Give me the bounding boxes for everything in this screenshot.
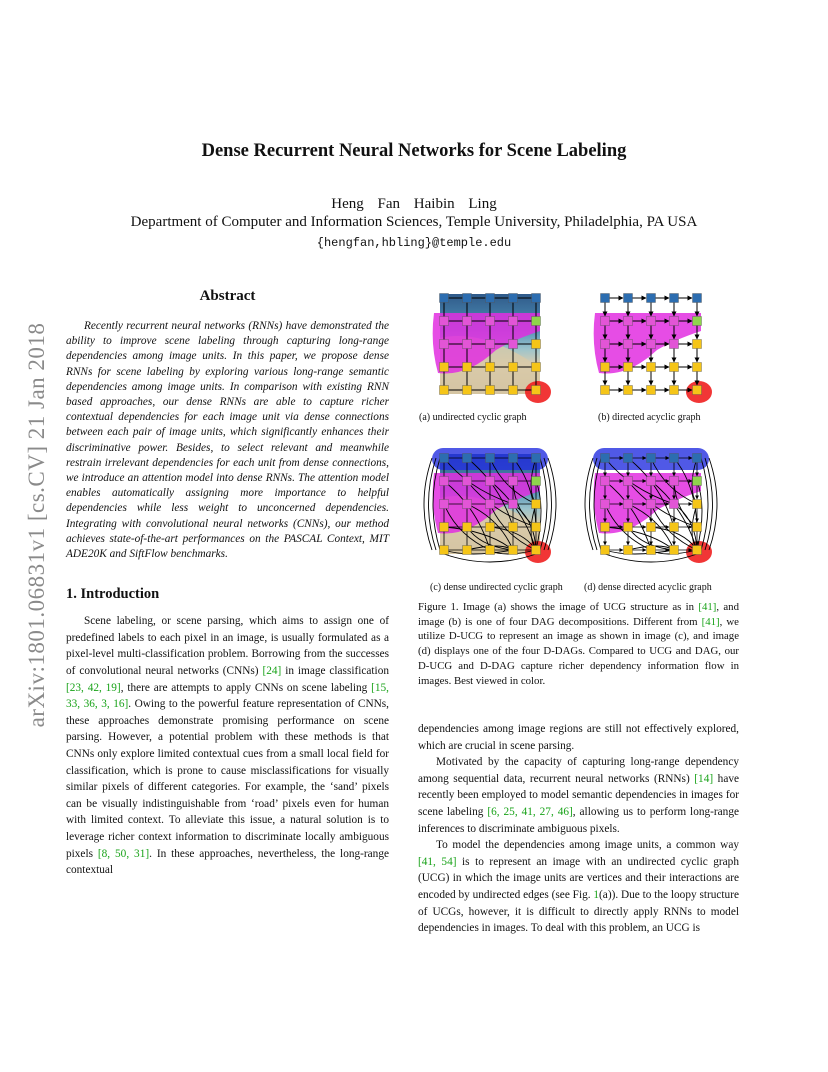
- graph-node: [463, 477, 472, 486]
- text-run: have recently been employed to model semantic dependencies in images for scene labeling: [418, 772, 739, 818]
- graph-node: [693, 340, 702, 349]
- text-run: in image classification: [281, 665, 389, 678]
- graph-node: [647, 523, 656, 532]
- panel-b-directed-acyclic-graph: [594, 294, 712, 404]
- graph-node: [440, 294, 449, 303]
- graph-node: [532, 386, 541, 395]
- graph-node: [693, 546, 702, 555]
- text-run: , allowing us to perform long-range inferences to discriminate ambiguous pixels.: [418, 805, 739, 835]
- graph-node: [601, 500, 610, 509]
- graph-node: [486, 317, 495, 326]
- graph-node: [693, 477, 702, 486]
- subcaption-a: (a) undirected cyclic graph: [419, 412, 527, 423]
- abstract-text: Recently recurrent neural networks (RNNs) have demonstrated the ability to improve scene labeling through capturing long-range dependencies among image units. In this paper, we propose dense RNNs for scene labeling by exploring various long-range semantic dependencies among image units. In comparison with existing RNN based approaches, our dense RNNs are able to capture richer contextual dependencies for each image unit via dense connections between each pair of image units, which significantly enhances their discriminative power. Besides, to select relevant and meanwhile restrain irrelevant dependencies for each unit from dense connections, we introduce an attention model into dense RNNs. The attention model enables automatically assigning more importance to helpful dependencies while less weight to unconcerned dependencies. Integrating with convolutional neural networks (CNNs), our method achieves state-of-the-art performances on the PASCAL Context, MIT ADE20K and SiftFlow benchmarks.: [66, 320, 389, 561]
- graph-node: [509, 523, 518, 532]
- graph-node: [440, 523, 449, 532]
- text-run: , we utilize D-UCG to represent an image as shown in image (c), and image (d) displays one of the four D-DAGs. Compared to UCG and DAG, our D-UCG and D-DAG capture richer dependency information flow in images. Best viewed in color.: [418, 615, 739, 687]
- graph-node: [601, 363, 610, 372]
- graph-node: [509, 317, 518, 326]
- graph-node: [670, 523, 679, 532]
- intro-paragraph-3: [418, 837, 739, 937]
- graph-node: [624, 500, 633, 509]
- graph-node: [486, 294, 495, 303]
- abstract-heading: Abstract: [199, 288, 256, 304]
- graph-node: [532, 546, 541, 555]
- graph-node: [624, 523, 633, 532]
- text-run: (a)). Due to the loopy structure of UCGs, however, it is difficult to directly apply RNNs to model dependencies in images. To deal with this problem, an UCG is: [418, 888, 739, 935]
- graph-node: [440, 340, 449, 349]
- graph-node: [601, 317, 610, 326]
- intro-paragraph-1: [66, 613, 389, 879]
- outer-edge: [709, 458, 717, 550]
- graph-node: [509, 340, 518, 349]
- graph-node: [670, 386, 679, 395]
- citation-link[interactable]: [41]: [698, 601, 717, 613]
- subcaption-c: (c) dense undirected cyclic graph: [430, 582, 563, 593]
- graph-node: [440, 386, 449, 395]
- text-run: , there are attempts to apply CNNs on scene labeling: [120, 681, 372, 694]
- right-column-text: [418, 721, 739, 937]
- graph-node: [601, 523, 610, 532]
- citation-link[interactable]: 1: [593, 888, 600, 901]
- graph-node: [486, 386, 495, 395]
- graph-node: [486, 523, 495, 532]
- graph-node: [532, 454, 541, 463]
- graph-node: [647, 363, 656, 372]
- graph-node: [670, 294, 679, 303]
- graph-node: [670, 500, 679, 509]
- graph-node: [601, 546, 610, 555]
- graph-node: [486, 340, 495, 349]
- figure-1-graphics: [418, 290, 739, 600]
- outer-edge: [605, 554, 697, 562]
- graph-node: [440, 363, 449, 372]
- graph-node: [509, 477, 518, 486]
- graph-node: [601, 454, 610, 463]
- text-run: To model the dependencies among image units, a common way: [436, 839, 739, 852]
- graph-node: [693, 363, 702, 372]
- text-run: is to represent an image with an undirected cyclic graph (UCG) in which the image units are vertices and their interactions are encoded by undirected edges (see Fig.: [418, 855, 739, 901]
- graph-node: [509, 294, 518, 303]
- graph-node: [509, 386, 518, 395]
- graph-node: [463, 386, 472, 395]
- graph-node: [486, 363, 495, 372]
- outer-edge: [705, 458, 713, 550]
- section-heading-introduction: 1. Introduction: [66, 586, 160, 603]
- graph-node: [463, 454, 472, 463]
- citation-link[interactable]: [41]: [701, 615, 720, 628]
- graph-node: [601, 340, 610, 349]
- panel-d-dense-directed-acyclic-graph: [585, 448, 717, 563]
- citation-link[interactable]: [6, 25, 41, 27, 46]: [487, 805, 573, 818]
- outer-edge: [544, 458, 552, 550]
- graph-node: [670, 363, 679, 372]
- graph-node: [463, 340, 472, 349]
- outer-edge: [444, 554, 536, 562]
- right-column: [418, 290, 739, 688]
- graph-node: [670, 477, 679, 486]
- graph-node: [624, 546, 633, 555]
- text-run: . In these approaches, nevertheless, the long-range contextual: [66, 847, 389, 877]
- paper-email: {hengfan,hbling}@temple.edu: [316, 236, 512, 250]
- graph-node: [670, 340, 679, 349]
- graph-node: [440, 317, 449, 326]
- graph-node: [532, 363, 541, 372]
- graph-node: [532, 500, 541, 509]
- graph-node: [532, 317, 541, 326]
- outer-edge: [424, 458, 432, 550]
- graph-node: [647, 477, 656, 486]
- intro-paragraph-1-continued: dependencies among image regions are still not effectively explored, which are crucial in scene parsing.: [418, 723, 739, 752]
- graph-node: [532, 477, 541, 486]
- graph-node: [624, 386, 633, 395]
- graph-node: [670, 454, 679, 463]
- graph-node: [509, 454, 518, 463]
- graph-node: [601, 477, 610, 486]
- panel-c-dense-undirected-cyclic-graph: [424, 448, 556, 563]
- panel-a-undirected-cyclic-graph: [433, 294, 551, 404]
- graph-node: [647, 294, 656, 303]
- graph-node: [486, 477, 495, 486]
- graph-node: [647, 546, 656, 555]
- graph-node: [693, 386, 702, 395]
- graph-node: [624, 340, 633, 349]
- text-run: , and image (b) is one of four DAG decompositions. Different from: [418, 601, 739, 628]
- paper-authors: Heng Fan Haibin Ling: [331, 196, 497, 212]
- graph-node: [509, 363, 518, 372]
- graph-node: [440, 477, 449, 486]
- graph-node: [463, 294, 472, 303]
- graph-node: [486, 546, 495, 555]
- arxiv-watermark: [22, 290, 52, 760]
- citation-link[interactable]: [15, 33, 36, 3, 16]: [66, 681, 389, 711]
- intro-paragraph-2: [418, 754, 739, 837]
- graph-node: [647, 500, 656, 509]
- graph-node: [693, 523, 702, 532]
- graph-node: [670, 317, 679, 326]
- citation-link[interactable]: [14]: [694, 772, 714, 785]
- graph-node: [647, 454, 656, 463]
- figure-1: [418, 290, 739, 600]
- citation-link[interactable]: [24]: [262, 665, 282, 678]
- outer-edge: [548, 458, 556, 550]
- graph-node: [647, 317, 656, 326]
- graph-node: [440, 546, 449, 555]
- graph-node: [647, 386, 656, 395]
- graph-node: [693, 294, 702, 303]
- subcaption-b: (b) directed acyclic graph: [598, 412, 701, 423]
- citation-link[interactable]: [23, 42, 19]: [66, 681, 121, 694]
- graph-node: [463, 500, 472, 509]
- graph-node: [463, 546, 472, 555]
- graph-node: [463, 363, 472, 372]
- graph-node: [463, 317, 472, 326]
- graph-node: [624, 454, 633, 463]
- graph-node: [624, 363, 633, 372]
- left-column: [66, 285, 389, 879]
- graph-node: [440, 500, 449, 509]
- paper-title: Dense Recurrent Neural Networks for Scene Labeling: [201, 141, 627, 161]
- graph-node: [624, 317, 633, 326]
- graph-node: [509, 500, 518, 509]
- subcaption-d: (d) dense directed acyclic graph: [584, 582, 712, 593]
- citation-link[interactable]: [41, 54]: [418, 855, 457, 868]
- figure-1-caption: [418, 600, 739, 688]
- graph-node: [647, 340, 656, 349]
- graph-node: [693, 454, 702, 463]
- arxiv-id: arXiv:1801.06831v1 [cs.CV] 21 Jan 2018: [24, 322, 49, 728]
- graph-node: [440, 454, 449, 463]
- graph-node: [670, 546, 679, 555]
- graph-node: [601, 294, 610, 303]
- text-run: Motivated by the capacity of capturing long-range dependency among sequential data, recurrent neural networks (RNNs): [418, 756, 739, 785]
- graph-node: [532, 523, 541, 532]
- graph-node: [693, 500, 702, 509]
- graph-node: [509, 546, 518, 555]
- graph-node: [693, 317, 702, 326]
- graph-node: [486, 500, 495, 509]
- graph-node: [532, 294, 541, 303]
- graph-node: [601, 386, 610, 395]
- graph-node: [486, 454, 495, 463]
- outer-edge: [585, 458, 593, 550]
- citation-link[interactable]: [8, 50, 31]: [97, 847, 150, 860]
- paper-affiliation: Department of Computer and Information Sciences, Temple University, Philadelphia, PA USA: [130, 214, 698, 230]
- graph-node: [624, 294, 633, 303]
- graph-node: [624, 477, 633, 486]
- text-run: Figure 1. Image (a) shows the image of UCG structure as in: [418, 601, 699, 613]
- graph-node: [463, 523, 472, 532]
- text-run: Scene labeling, or scene parsing, which aims to assign one of predefined labels to each pixel in an image, is usually formulated as a pixel-level multi-classification problem. Borrowing from the successes of convolutional neural networks (CNNs): [66, 615, 389, 678]
- graph-node: [532, 340, 541, 349]
- text-run: . Owing to the powerful feature representation of CNNs, these approaches demonstrate promising performance on scene parsing. However, a potential problem with these methods is that CNNs only explore limited contextual cues from a small local field for classification, which is prone to cause misclassifications for visually similar pixels of different categories. For example, the ‘sand’ pixels can be visually indistinguishable from ‘road’ pixels even for human with limited context. To alleviate this issue, a natural solution is to leverage richer context information to discriminate locally ambiguous pixels: [66, 698, 389, 860]
